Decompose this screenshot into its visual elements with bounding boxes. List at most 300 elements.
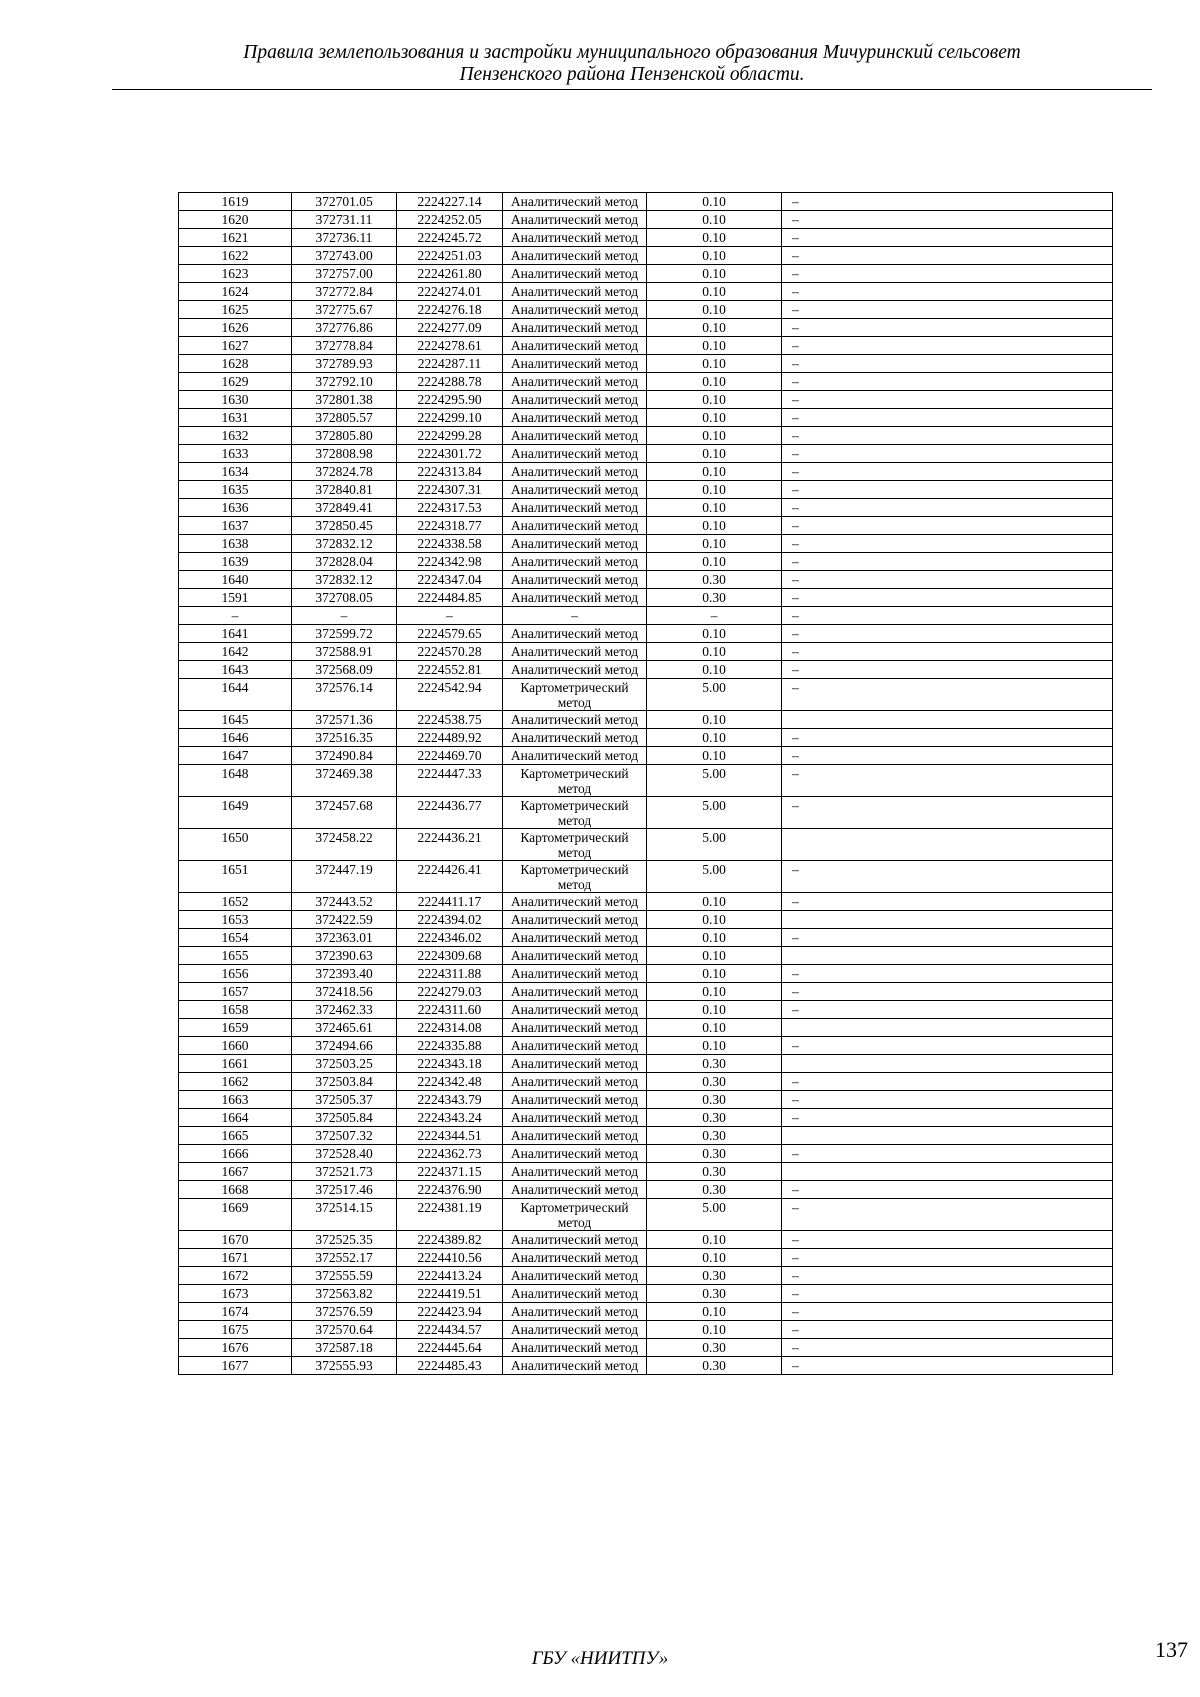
note-cell bbox=[782, 1019, 1113, 1037]
x-coordinate-cell: 372743.00 bbox=[292, 247, 397, 265]
y-coordinate-cell: 2224362.73 bbox=[397, 1145, 503, 1163]
y-coordinate-cell: 2224394.02 bbox=[397, 911, 503, 929]
table-row bbox=[179, 463, 1113, 481]
x-coordinate-cell: 372528.40 bbox=[292, 1145, 397, 1163]
accuracy-cell: 0.10 bbox=[647, 553, 782, 571]
method-cell: Аналитический метод bbox=[503, 911, 647, 929]
method-cell: Картометрический метод bbox=[503, 1199, 647, 1231]
note-cell: – bbox=[782, 1303, 1113, 1321]
x-coordinate-cell: 372599.72 bbox=[292, 625, 397, 643]
note-cell: – bbox=[782, 1231, 1113, 1249]
accuracy-cell: 0.30 bbox=[647, 1055, 782, 1073]
y-coordinate-cell: 2224288.78 bbox=[397, 373, 503, 391]
point-number-cell: 1644 bbox=[179, 679, 292, 711]
x-coordinate-cell: 372576.59 bbox=[292, 1303, 397, 1321]
point-number-cell: 1638 bbox=[179, 535, 292, 553]
table-row bbox=[179, 193, 1113, 211]
y-coordinate-cell: 2224423.94 bbox=[397, 1303, 503, 1321]
x-coordinate-cell: 372775.67 bbox=[292, 301, 397, 319]
method-cell: Аналитический метод bbox=[503, 929, 647, 947]
method-cell: – bbox=[503, 607, 647, 625]
note-cell bbox=[782, 1055, 1113, 1073]
accuracy-cell: 0.30 bbox=[647, 1127, 782, 1145]
y-coordinate-cell: 2224278.61 bbox=[397, 337, 503, 355]
note-cell: – bbox=[782, 983, 1113, 1001]
table-row bbox=[179, 265, 1113, 283]
accuracy-cell: 5.00 bbox=[647, 829, 782, 861]
note-cell: – bbox=[782, 747, 1113, 765]
y-coordinate-cell: 2224485.43 bbox=[397, 1357, 503, 1375]
x-coordinate-cell: 372514.15 bbox=[292, 1199, 397, 1231]
y-coordinate-cell: 2224338.58 bbox=[397, 535, 503, 553]
accuracy-cell: 0.10 bbox=[647, 983, 782, 1001]
note-cell bbox=[782, 1127, 1113, 1145]
y-coordinate-cell: 2224413.24 bbox=[397, 1267, 503, 1285]
y-coordinate-cell: 2224489.92 bbox=[397, 729, 503, 747]
x-coordinate-cell: 372521.73 bbox=[292, 1163, 397, 1181]
x-coordinate-cell: 372517.46 bbox=[292, 1181, 397, 1199]
x-coordinate-cell: 372469.38 bbox=[292, 765, 397, 797]
accuracy-cell: 0.10 bbox=[647, 625, 782, 643]
point-number-cell: 1656 bbox=[179, 965, 292, 983]
note-cell: – bbox=[782, 319, 1113, 337]
note-cell: – bbox=[782, 929, 1113, 947]
y-coordinate-cell: 2224419.51 bbox=[397, 1285, 503, 1303]
note-cell: – bbox=[782, 1145, 1113, 1163]
accuracy-cell: 0.10 bbox=[647, 965, 782, 983]
table-row bbox=[179, 1055, 1113, 1073]
table-row bbox=[179, 1181, 1113, 1199]
accuracy-cell: 0.30 bbox=[647, 1181, 782, 1199]
method-cell: Картометрический метод bbox=[503, 861, 647, 893]
table-row bbox=[179, 947, 1113, 965]
accuracy-cell: 0.10 bbox=[647, 229, 782, 247]
point-number-cell: 1662 bbox=[179, 1073, 292, 1091]
note-cell: – bbox=[782, 607, 1113, 625]
accuracy-cell: 0.30 bbox=[647, 1357, 782, 1375]
point-number-cell: 1630 bbox=[179, 391, 292, 409]
accuracy-cell: 0.10 bbox=[647, 1037, 782, 1055]
point-number-cell: 1672 bbox=[179, 1267, 292, 1285]
accuracy-cell: 0.10 bbox=[647, 427, 782, 445]
note-cell: – bbox=[782, 499, 1113, 517]
accuracy-cell: 0.10 bbox=[647, 711, 782, 729]
accuracy-cell: 0.30 bbox=[647, 589, 782, 607]
table-row bbox=[179, 499, 1113, 517]
table-row bbox=[179, 1231, 1113, 1249]
point-number-cell: 1653 bbox=[179, 911, 292, 929]
note-cell: – bbox=[782, 337, 1113, 355]
point-number-cell: 1635 bbox=[179, 481, 292, 499]
x-coordinate-cell: 372789.93 bbox=[292, 355, 397, 373]
note-cell: – bbox=[782, 1073, 1113, 1091]
note-cell: – bbox=[782, 589, 1113, 607]
point-number-cell: 1663 bbox=[179, 1091, 292, 1109]
y-coordinate-cell: 2224436.21 bbox=[397, 829, 503, 861]
note-cell: – bbox=[782, 247, 1113, 265]
point-number-cell: 1632 bbox=[179, 427, 292, 445]
note-cell: – bbox=[782, 1285, 1113, 1303]
point-number-cell: 1622 bbox=[179, 247, 292, 265]
y-coordinate-cell: 2224251.03 bbox=[397, 247, 503, 265]
x-coordinate-cell: 372465.61 bbox=[292, 1019, 397, 1037]
y-coordinate-cell: 2224307.31 bbox=[397, 481, 503, 499]
y-coordinate-cell: 2224276.18 bbox=[397, 301, 503, 319]
y-coordinate-cell: 2224279.03 bbox=[397, 983, 503, 1001]
point-number-cell: 1669 bbox=[179, 1199, 292, 1231]
x-coordinate-cell: 372840.81 bbox=[292, 481, 397, 499]
x-coordinate-cell: – bbox=[292, 607, 397, 625]
x-coordinate-cell: 372849.41 bbox=[292, 499, 397, 517]
accuracy-cell: 0.10 bbox=[647, 517, 782, 535]
note-cell: – bbox=[782, 1321, 1113, 1339]
note-cell: – bbox=[782, 553, 1113, 571]
accuracy-cell: 0.30 bbox=[647, 1091, 782, 1109]
x-coordinate-cell: 372701.05 bbox=[292, 193, 397, 211]
y-coordinate-cell: 2224376.90 bbox=[397, 1181, 503, 1199]
x-coordinate-cell: 372824.78 bbox=[292, 463, 397, 481]
table-row bbox=[179, 893, 1113, 911]
x-coordinate-cell: 372792.10 bbox=[292, 373, 397, 391]
point-number-cell: 1649 bbox=[179, 797, 292, 829]
note-cell: – bbox=[782, 265, 1113, 283]
y-coordinate-cell: 2224343.24 bbox=[397, 1109, 503, 1127]
note-cell: – bbox=[782, 1181, 1113, 1199]
x-coordinate-cell: 372805.80 bbox=[292, 427, 397, 445]
x-coordinate-cell: 372390.63 bbox=[292, 947, 397, 965]
table-row bbox=[179, 729, 1113, 747]
x-coordinate-cell: 372757.00 bbox=[292, 265, 397, 283]
point-number-cell: 1621 bbox=[179, 229, 292, 247]
accuracy-cell: 0.10 bbox=[647, 947, 782, 965]
method-cell: Аналитический метод bbox=[503, 265, 647, 283]
method-cell: Картометрический метод bbox=[503, 765, 647, 797]
table-row bbox=[179, 1127, 1113, 1145]
note-cell: – bbox=[782, 481, 1113, 499]
x-coordinate-cell: 372805.57 bbox=[292, 409, 397, 427]
method-cell: Аналитический метод bbox=[503, 301, 647, 319]
accuracy-cell: 0.10 bbox=[647, 911, 782, 929]
x-coordinate-cell: 372443.52 bbox=[292, 893, 397, 911]
point-number-cell: 1664 bbox=[179, 1109, 292, 1127]
y-coordinate-cell: 2224314.08 bbox=[397, 1019, 503, 1037]
accuracy-cell: 0.10 bbox=[647, 893, 782, 911]
accuracy-cell: 0.10 bbox=[647, 729, 782, 747]
point-number-cell: 1676 bbox=[179, 1339, 292, 1357]
accuracy-cell: 0.10 bbox=[647, 747, 782, 765]
table-row bbox=[179, 1001, 1113, 1019]
y-coordinate-cell: 2224295.90 bbox=[397, 391, 503, 409]
accuracy-cell: 0.10 bbox=[647, 499, 782, 517]
table-row bbox=[179, 1145, 1113, 1163]
point-number-cell: 1633 bbox=[179, 445, 292, 463]
point-number-cell: 1634 bbox=[179, 463, 292, 481]
y-coordinate-cell: 2224277.09 bbox=[397, 319, 503, 337]
accuracy-cell: 0.10 bbox=[647, 535, 782, 553]
x-coordinate-cell: 372393.40 bbox=[292, 965, 397, 983]
method-cell: Аналитический метод bbox=[503, 445, 647, 463]
y-coordinate-cell: 2224542.94 bbox=[397, 679, 503, 711]
note-cell: – bbox=[782, 625, 1113, 643]
accuracy-cell: 0.30 bbox=[647, 1285, 782, 1303]
method-cell: Аналитический метод bbox=[503, 1037, 647, 1055]
point-number-cell: 1626 bbox=[179, 319, 292, 337]
table-row bbox=[179, 965, 1113, 983]
note-cell: – bbox=[782, 1339, 1113, 1357]
accuracy-cell: 0.30 bbox=[647, 571, 782, 589]
y-coordinate-cell: 2224274.01 bbox=[397, 283, 503, 301]
note-cell: – bbox=[782, 797, 1113, 829]
accuracy-cell: 0.10 bbox=[647, 319, 782, 337]
note-cell: – bbox=[782, 373, 1113, 391]
method-cell: Аналитический метод bbox=[503, 1019, 647, 1037]
method-cell: Аналитический метод bbox=[503, 1181, 647, 1199]
point-number-cell: – bbox=[179, 607, 292, 625]
table-row bbox=[179, 747, 1113, 765]
x-coordinate-cell: 372772.84 bbox=[292, 283, 397, 301]
note-cell: – bbox=[782, 517, 1113, 535]
x-coordinate-cell: 372503.84 bbox=[292, 1073, 397, 1091]
method-cell: Аналитический метод bbox=[503, 893, 647, 911]
y-coordinate-cell: 2224309.68 bbox=[397, 947, 503, 965]
table-row bbox=[179, 679, 1113, 711]
x-coordinate-cell: 372552.17 bbox=[292, 1249, 397, 1267]
point-number-cell: 1671 bbox=[179, 1249, 292, 1267]
method-cell: Аналитический метод bbox=[503, 409, 647, 427]
y-coordinate-cell: 2224579.65 bbox=[397, 625, 503, 643]
point-number-cell: 1674 bbox=[179, 1303, 292, 1321]
y-coordinate-cell: 2224252.05 bbox=[397, 211, 503, 229]
x-coordinate-cell: 372555.93 bbox=[292, 1357, 397, 1375]
note-cell: – bbox=[782, 965, 1113, 983]
x-coordinate-cell: 372801.38 bbox=[292, 391, 397, 409]
accuracy-cell: 0.30 bbox=[647, 1145, 782, 1163]
x-coordinate-cell: 372494.66 bbox=[292, 1037, 397, 1055]
y-coordinate-cell: 2224538.75 bbox=[397, 711, 503, 729]
x-coordinate-cell: 372422.59 bbox=[292, 911, 397, 929]
x-coordinate-cell: 372588.91 bbox=[292, 643, 397, 661]
point-number-cell: 1624 bbox=[179, 283, 292, 301]
y-coordinate-cell: 2224445.64 bbox=[397, 1339, 503, 1357]
accuracy-cell: 0.30 bbox=[647, 1163, 782, 1181]
y-coordinate-cell: 2224318.77 bbox=[397, 517, 503, 535]
y-coordinate-cell: 2224301.72 bbox=[397, 445, 503, 463]
accuracy-cell: – bbox=[647, 607, 782, 625]
point-number-cell: 1591 bbox=[179, 589, 292, 607]
method-cell: Аналитический метод bbox=[503, 499, 647, 517]
x-coordinate-cell: 372462.33 bbox=[292, 1001, 397, 1019]
method-cell: Аналитический метод bbox=[503, 661, 647, 679]
note-cell: – bbox=[782, 1037, 1113, 1055]
method-cell: Аналитический метод bbox=[503, 391, 647, 409]
note-cell: – bbox=[782, 1001, 1113, 1019]
method-cell: Аналитический метод bbox=[503, 481, 647, 499]
table-row bbox=[179, 391, 1113, 409]
method-cell: Картометрический метод bbox=[503, 797, 647, 829]
point-number-cell: 1636 bbox=[179, 499, 292, 517]
point-number-cell: 1646 bbox=[179, 729, 292, 747]
accuracy-cell: 0.10 bbox=[647, 445, 782, 463]
accuracy-cell: 0.10 bbox=[647, 1321, 782, 1339]
point-number-cell: 1647 bbox=[179, 747, 292, 765]
y-coordinate-cell: 2224371.15 bbox=[397, 1163, 503, 1181]
y-coordinate-cell: 2224411.17 bbox=[397, 893, 503, 911]
table-row bbox=[179, 319, 1113, 337]
point-number-cell: 1661 bbox=[179, 1055, 292, 1073]
method-cell: Картометрический метод bbox=[503, 679, 647, 711]
note-cell: – bbox=[782, 1267, 1113, 1285]
accuracy-cell: 0.30 bbox=[647, 1339, 782, 1357]
note-cell: – bbox=[782, 1357, 1113, 1375]
method-cell: Аналитический метод bbox=[503, 1163, 647, 1181]
method-cell: Аналитический метод bbox=[503, 1321, 647, 1339]
table-row bbox=[179, 337, 1113, 355]
point-number-cell: 1623 bbox=[179, 265, 292, 283]
table-row bbox=[179, 283, 1113, 301]
accuracy-cell: 0.10 bbox=[647, 283, 782, 301]
accuracy-cell: 0.10 bbox=[647, 247, 782, 265]
y-coordinate-cell: 2224342.48 bbox=[397, 1073, 503, 1091]
y-coordinate-cell: 2224436.77 bbox=[397, 797, 503, 829]
y-coordinate-cell: 2224426.41 bbox=[397, 861, 503, 893]
y-coordinate-cell: 2224434.57 bbox=[397, 1321, 503, 1339]
x-coordinate-cell: 372832.12 bbox=[292, 571, 397, 589]
footer-organization: ГБУ «НИИТПУ» bbox=[531, 1648, 669, 1669]
method-cell: Аналитический метод bbox=[503, 1231, 647, 1249]
x-coordinate-cell: 372363.01 bbox=[292, 929, 397, 947]
accuracy-cell: 0.10 bbox=[647, 929, 782, 947]
point-number-cell: 1641 bbox=[179, 625, 292, 643]
method-cell: Аналитический метод bbox=[503, 319, 647, 337]
y-coordinate-cell: 2224469.70 bbox=[397, 747, 503, 765]
method-cell: Аналитический метод bbox=[503, 589, 647, 607]
table-row bbox=[179, 983, 1113, 1001]
table-row bbox=[179, 1267, 1113, 1285]
point-number-cell: 1660 bbox=[179, 1037, 292, 1055]
y-coordinate-cell: 2224299.28 bbox=[397, 427, 503, 445]
point-number-cell: 1628 bbox=[179, 355, 292, 373]
point-number-cell: 1677 bbox=[179, 1357, 292, 1375]
table-row bbox=[179, 571, 1113, 589]
accuracy-cell: 0.10 bbox=[647, 301, 782, 319]
table-row bbox=[179, 1303, 1113, 1321]
y-coordinate-cell: 2224346.02 bbox=[397, 929, 503, 947]
point-number-cell: 1675 bbox=[179, 1321, 292, 1339]
method-cell: Аналитический метод bbox=[503, 1001, 647, 1019]
point-number-cell: 1673 bbox=[179, 1285, 292, 1303]
accuracy-cell: 0.30 bbox=[647, 1109, 782, 1127]
table-row bbox=[179, 535, 1113, 553]
table-row bbox=[179, 301, 1113, 319]
table-row bbox=[179, 1091, 1113, 1109]
accuracy-cell: 0.10 bbox=[647, 661, 782, 679]
x-coordinate-cell: 372505.84 bbox=[292, 1109, 397, 1127]
note-cell: – bbox=[782, 391, 1113, 409]
y-coordinate-cell: 2224552.81 bbox=[397, 661, 503, 679]
table-row bbox=[179, 711, 1113, 729]
method-cell: Аналитический метод bbox=[503, 535, 647, 553]
point-number-cell: 1667 bbox=[179, 1163, 292, 1181]
note-cell: – bbox=[782, 1249, 1113, 1267]
y-coordinate-cell: 2224343.79 bbox=[397, 1091, 503, 1109]
y-coordinate-cell: 2224570.28 bbox=[397, 643, 503, 661]
method-cell: Аналитический метод bbox=[503, 1055, 647, 1073]
point-number-cell: 1639 bbox=[179, 553, 292, 571]
note-cell: – bbox=[782, 729, 1113, 747]
accuracy-cell: 0.10 bbox=[647, 643, 782, 661]
method-cell: Аналитический метод bbox=[503, 463, 647, 481]
page-number: 137 bbox=[1155, 1637, 1188, 1662]
x-coordinate-cell: 372570.64 bbox=[292, 1321, 397, 1339]
method-cell: Аналитический метод bbox=[503, 643, 647, 661]
method-cell: Аналитический метод bbox=[503, 711, 647, 729]
accuracy-cell: 0.10 bbox=[647, 391, 782, 409]
table-row bbox=[179, 355, 1113, 373]
point-number-cell: 1654 bbox=[179, 929, 292, 947]
accuracy-cell: 0.10 bbox=[647, 1249, 782, 1267]
y-coordinate-cell: 2224227.14 bbox=[397, 193, 503, 211]
table-row bbox=[179, 1199, 1113, 1231]
method-cell: Аналитический метод bbox=[503, 729, 647, 747]
x-coordinate-cell: 372505.37 bbox=[292, 1091, 397, 1109]
x-coordinate-cell: 372587.18 bbox=[292, 1339, 397, 1357]
header-title-line2: Пензенского района Пензенской области. bbox=[459, 64, 805, 85]
page-header bbox=[112, 42, 1152, 86]
note-cell bbox=[782, 1163, 1113, 1181]
point-number-cell: 1637 bbox=[179, 517, 292, 535]
accuracy-cell: 0.10 bbox=[647, 1001, 782, 1019]
accuracy-cell: 5.00 bbox=[647, 797, 782, 829]
point-number-cell: 1648 bbox=[179, 765, 292, 797]
method-cell: Аналитический метод bbox=[503, 1285, 647, 1303]
note-cell: – bbox=[782, 1109, 1113, 1127]
note-cell: – bbox=[782, 211, 1113, 229]
method-cell: Аналитический метод bbox=[503, 571, 647, 589]
point-number-cell: 1657 bbox=[179, 983, 292, 1001]
table-row bbox=[179, 229, 1113, 247]
table-row bbox=[179, 1357, 1113, 1375]
point-number-cell: 1665 bbox=[179, 1127, 292, 1145]
point-number-cell: 1645 bbox=[179, 711, 292, 729]
y-coordinate-cell: 2224313.84 bbox=[397, 463, 503, 481]
x-coordinate-cell: 372736.11 bbox=[292, 229, 397, 247]
note-cell bbox=[782, 947, 1113, 965]
method-cell: Аналитический метод bbox=[503, 1073, 647, 1091]
y-coordinate-cell: 2224343.18 bbox=[397, 1055, 503, 1073]
accuracy-cell: 5.00 bbox=[647, 765, 782, 797]
x-coordinate-cell: 372850.45 bbox=[292, 517, 397, 535]
method-cell: Аналитический метод bbox=[503, 1091, 647, 1109]
accuracy-cell: 5.00 bbox=[647, 1199, 782, 1231]
x-coordinate-cell: 372828.04 bbox=[292, 553, 397, 571]
note-cell: – bbox=[782, 427, 1113, 445]
accuracy-cell: 0.10 bbox=[647, 355, 782, 373]
x-coordinate-cell: 372490.84 bbox=[292, 747, 397, 765]
x-coordinate-cell: 372447.19 bbox=[292, 861, 397, 893]
x-coordinate-cell: 372731.11 bbox=[292, 211, 397, 229]
y-coordinate-cell: 2224261.80 bbox=[397, 265, 503, 283]
x-coordinate-cell: 372516.35 bbox=[292, 729, 397, 747]
method-cell: Аналитический метод bbox=[503, 1145, 647, 1163]
x-coordinate-cell: 372503.25 bbox=[292, 1055, 397, 1073]
note-cell: – bbox=[782, 463, 1113, 481]
table-row bbox=[179, 589, 1113, 607]
method-cell: Аналитический метод bbox=[503, 1339, 647, 1357]
table-row bbox=[179, 247, 1113, 265]
y-coordinate-cell: 2224484.85 bbox=[397, 589, 503, 607]
accuracy-cell: 0.30 bbox=[647, 1267, 782, 1285]
accuracy-cell: 5.00 bbox=[647, 861, 782, 893]
